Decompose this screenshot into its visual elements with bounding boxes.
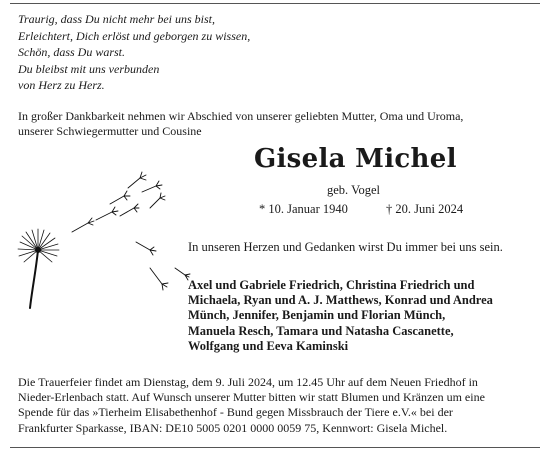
family-line: Michaela, Ryan und A. J. Matthews, Konrad und Andrea <box>188 293 493 308</box>
poem-line: von Herz zu Herz. <box>18 78 105 92</box>
top-divider <box>10 3 540 4</box>
family-names <box>188 278 533 354</box>
poem-line: Du bleibst mit uns verbunden <box>18 61 160 76</box>
memorial-quote: In unseren Herzen und Gedanken wirst Du immer bei uns sein. <box>188 240 503 254</box>
funeral-line: Spende für das »Tierheim Elisabethenhof - Bund gegen Missbrauch der Tiere e.V.« bei der <box>18 405 453 420</box>
intro-line: unserer Schwiegermutter und Cousine <box>18 124 202 138</box>
funeral-line: Frankfurter Sparkasse, IBAN: DE10 5005 0201 0000 0059 75, Kennwort: Gisela Michel. <box>18 420 448 435</box>
deceased-name: Gisela Michel <box>254 144 457 174</box>
family-line: Wolfgang und Eeva Kaminski <box>188 338 349 353</box>
intro-line: In großer Dankbarkeit nehmen wir Abschied von unserer geliebten Mutter, Oma und Uroma, <box>18 109 464 123</box>
poem-line: Schön, dass Du warst. <box>18 45 126 59</box>
family-line: Axel und Gabriele Friedrich, Christina Friedrich und <box>188 278 475 292</box>
funeral-line: Nieder-Erlenbach statt. Auf Wunsch unserer Mutter bitten wir statt Blumen und Kränzen um eine <box>18 390 485 405</box>
funeral-details <box>18 375 538 436</box>
birth-name: geb. Vogel <box>327 183 381 197</box>
family-line: Münch, Jennifer, Benjamin und Florian Münch, <box>188 308 446 323</box>
funeral-line: Die Trauerfeier findet am Dienstag, dem 9. Juli 2024, um 12.45 Uhr auf dem Neuen Friedhof in <box>18 375 478 389</box>
family-line: Manuela Resch, Tamara und Natasha Cascanette, <box>188 323 454 338</box>
death-date: † 20. Juni 2024 <box>386 202 464 216</box>
poem-line: Erleichtert, Dich erlöst und geborgen zu wissen, <box>18 28 251 43</box>
poem <box>18 11 250 94</box>
birth-date: * 10. Januar 1940 <box>259 202 348 216</box>
poem-line: Traurig, dass Du nicht mehr bei uns bist, <box>18 12 216 26</box>
bottom-divider <box>10 447 540 448</box>
intro-text <box>18 109 538 139</box>
